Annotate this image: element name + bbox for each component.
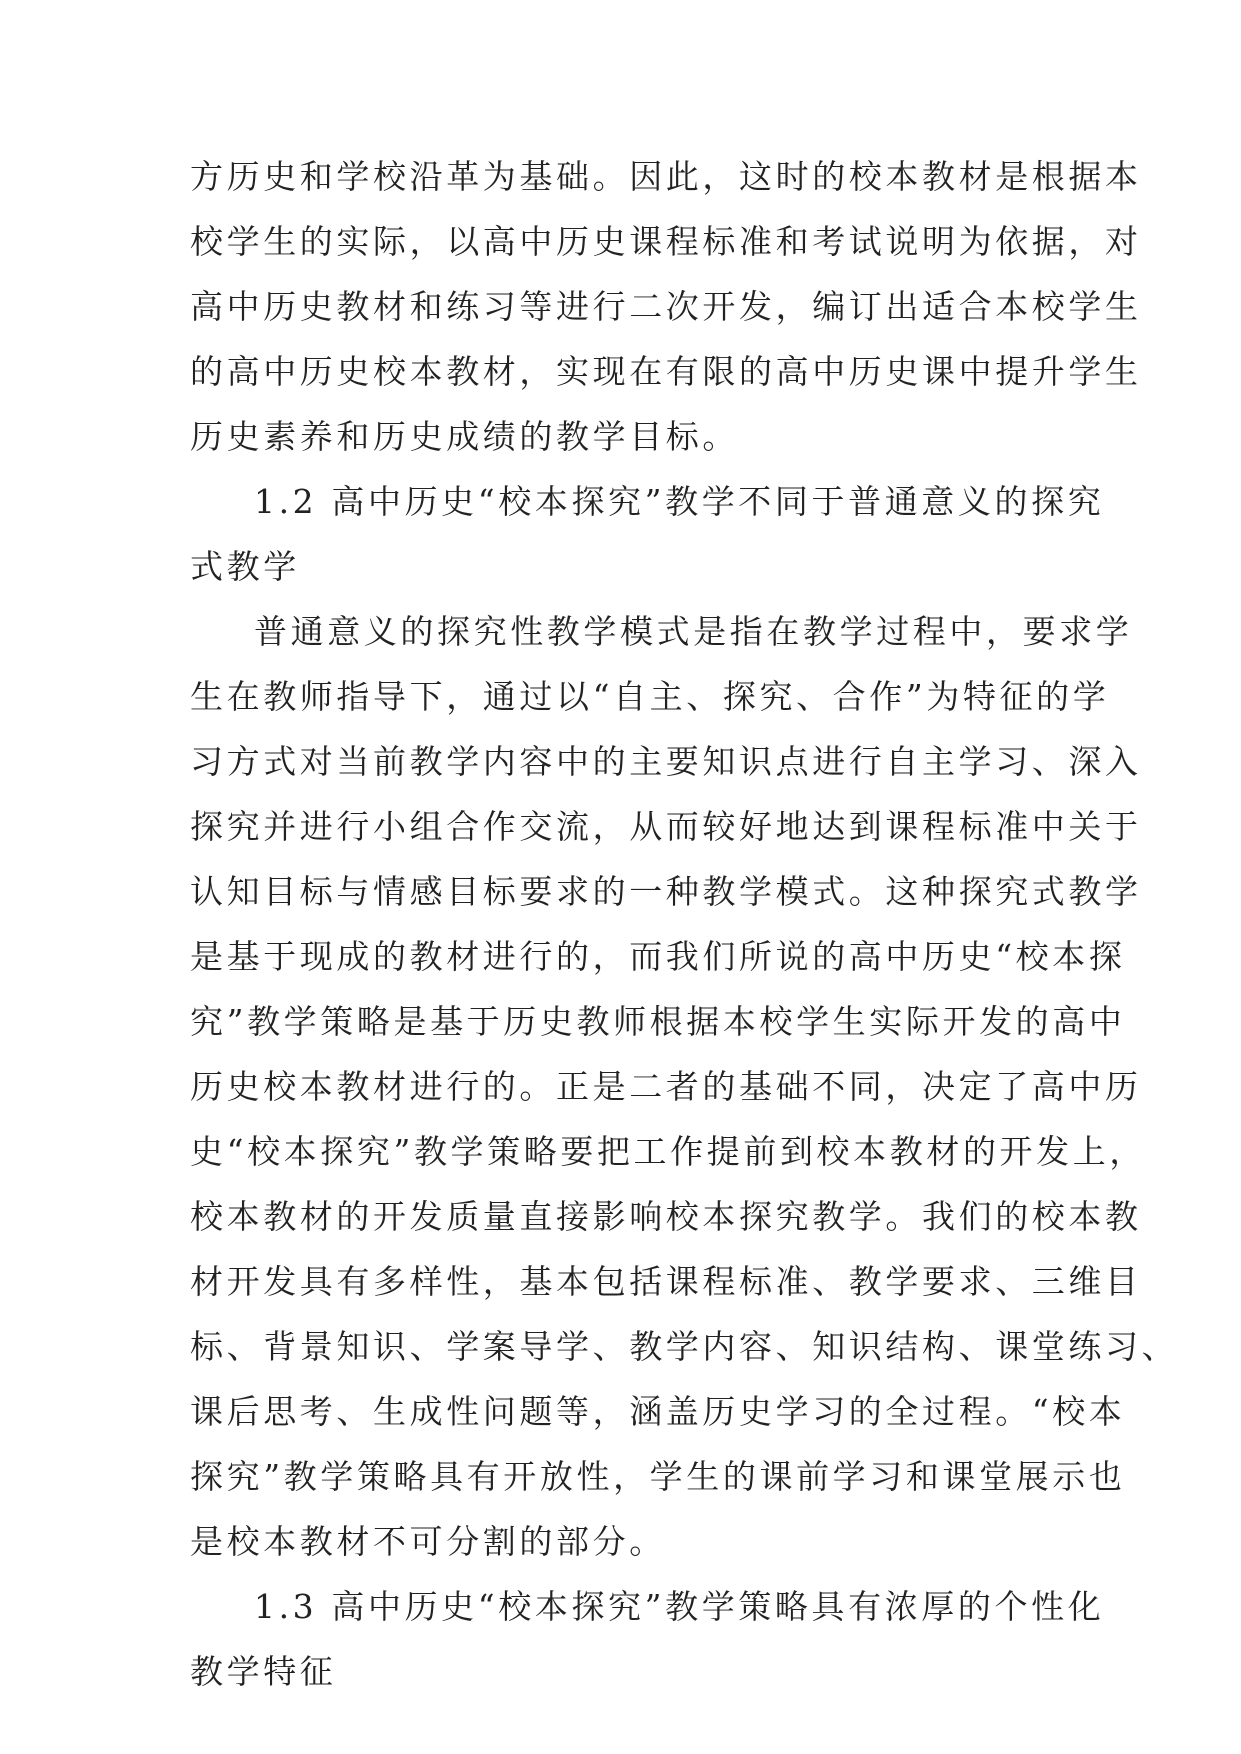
paragraph-line: 习方式对当前教学内容中的主要知识点进行自主学习、深入 [190, 742, 1142, 781]
paragraph-line: 校学生的实际，以高中历史课程标准和考试说明为依据，对 [190, 222, 1142, 261]
section-heading-1-2-continued: 式教学 [190, 547, 300, 586]
paragraph-line: 探究并进行小组合作交流，从而较好地达到课程标准中关于 [190, 807, 1142, 846]
document-page [190, 0, 1179, 1754]
paragraph-line: 校本教材的开发质量直接影响校本探究教学。我们的校本教 [190, 1197, 1142, 1236]
paragraph-line: 生在教师指导下，通过以“自主、探究、合作”为特征的学 [190, 677, 1110, 716]
paragraph-line: 标、背景知识、学案导学、教学内容、知识结构、课堂练习、 [190, 1327, 1179, 1366]
section-heading-1-3: 1.3 高中历史“校本探究”教学策略具有浓厚的个性化 [254, 1587, 1105, 1626]
paragraph-line: 认知目标与情感目标要求的一种教学模式。这种探究式教学 [190, 872, 1142, 911]
paragraph-line: 史“校本探究”教学策略要把工作提前到校本教材的开发上， [190, 1132, 1146, 1171]
paragraph-line: 材开发具有多样性，基本包括课程标准、教学要求、三维目 [190, 1262, 1142, 1301]
paragraph-line: 方历史和学校沿革为基础。因此，这时的校本教材是根据本 [190, 157, 1142, 196]
paragraph-line: 历史素养和历史成绩的教学目标。 [190, 417, 739, 456]
paragraph-line: 普通意义的探究性教学模式是指在教学过程中，要求学 [254, 612, 1133, 651]
paragraph-line: 课后思考、生成性问题等，涵盖历史学习的全过程。“校本 [190, 1392, 1126, 1431]
paragraph-line: 高中历史教材和练习等进行二次开发，编订出适合本校学生 [190, 287, 1142, 326]
paragraph-line: 究”教学策略是基于历史教师根据本校学生实际开发的高中 [190, 1002, 1126, 1041]
paragraph-line: 的高中历史校本教材，实现在有限的高中历史课中提升学生 [190, 352, 1142, 391]
paragraph-line: 是校本教材不可分割的部分。 [190, 1522, 666, 1561]
section-heading-1-3-continued: 教学特征 [190, 1652, 337, 1691]
paragraph-line: 是基于现成的教材进行的，而我们所说的高中历史“校本探 [190, 937, 1126, 976]
paragraph-line: 探究”教学策略具有开放性，学生的课前学习和课堂展示也 [190, 1457, 1126, 1496]
paragraph-line: 历史校本教材进行的。正是二者的基础不同，决定了高中历 [190, 1067, 1142, 1106]
section-heading-1-2: 1.2 高中历史“校本探究”教学不同于普通意义的探究 [254, 482, 1105, 521]
